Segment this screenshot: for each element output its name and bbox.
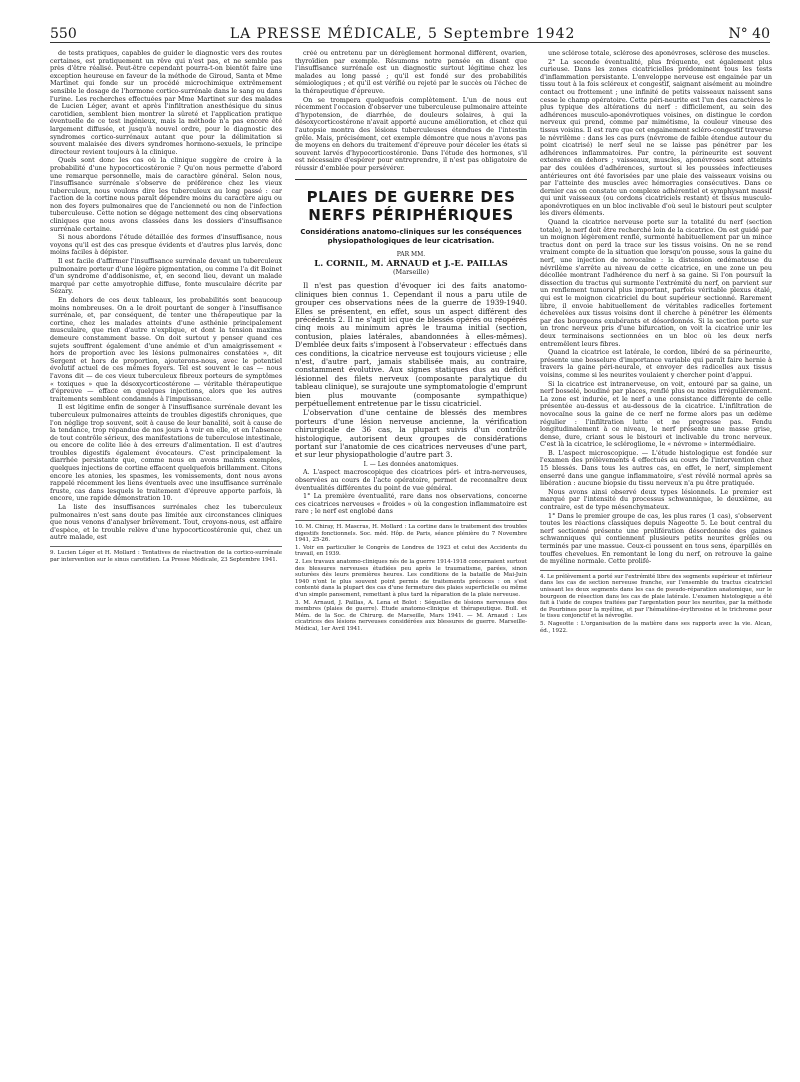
column-3 xyxy=(540,50,772,1072)
column-2-footnotes xyxy=(295,520,527,633)
byline-prefix: PAR MM. xyxy=(396,250,426,258)
page-number: 550 xyxy=(50,26,77,42)
footnote: 10. M. Chiray, H. Mascras, H. Mollard : La cortine dans le traitement des troubles digestifs fonctionnels. Soc. méd. Hôp. de Paris, séance plénière du 7 Novembre 1941, 25-26. xyxy=(295,523,527,544)
paragraph: de tests pratiques, capables de guider le diagnostic vers des routes certaines, est pratiquement un rêve qui n'est pas, et ne semble pas près d'être réalisé. Peut-être cependant pourra-t-on bientôt faire une exception heureuse en faveur de la méthode de Giroud, Santa et Mme Martinet qui fonde sur un procédé microchimique extrêmement sensible le dosage de l'hormone cortico-surrénale dans le sang ou dans l'urine. Les recherches effectuées par Mme Martinet sur des malades de Lucien Léger, avant et après l'infiltration anesthésique du sinus carotidien, semblent bien montrer la sûreté et l'application pratique éventuelle de ce test ingénieux, mais la méthode n'a pas encore été largement diffusée, et jusqu'à nouvel ordre, pour le diagnostic des syndromes cortico-surrénaux autant que pour la délimitation si souvent malaisée des divers syndromes hormono-sexuels, le principe directeur revient toujours à la clinique. xyxy=(50,50,282,156)
paragraph: On se trompera quelquefois complètement. L'un de nous eut récemment l'occasion d'observer une tuberculeuse pulmonaire atteinte d'hypotension, de diarrhée, de douleurs solaires, à qui la désoxycorticostérone n'avait apporté aucune amélioration, et chez qui l'autopsie montra des lésions tuberculeuses étendues de l'intestin grêle. Mais, précisément, cet exemple démontre que nous n'avons pas de moyens en dehors du traitement d'épreuve pour déceler les états si souvent larvés d'hypocorticostéronie. Dans l'étude des hormones, s'il est nécessaire d'espérer pour entreprendre, il n'est pas obligatoire de réussir d'emblée pour persévérer. xyxy=(295,95,527,172)
paragraph: Il est légitime enfin de songer à l'insuffisance surrénale devant les tuberculeux pulmonaires atteints de troubles digestifs chroniques, que l'on néglige trop souvent, soit à cause de leur banalité, soit à cause de la tendance, trop répandue de nos jours à voir en elle, et en l'absence de tout contrôle sérieux, des manifestations de tuberculose intestinale, ou encore de colite liée à des erreurs d'alimentation. Il est d'autres troubles digestifs également évocateurs. C'est principalement la diarrhée persistante que, comme nous en avons maints exemples, quelques injections de cortine effacent quelquefois brillamment. Citons encore les atonies, les spasmes, les vomissements, dont nous avons rappelé récemment les liens éventuels avec une insuffisance surrénale fruste, cas dans lesquels le traitement d'épreuve apporte parfois, là encore, une rapide démonstration 10. xyxy=(50,403,282,503)
paragraph: créé ou entretenu par un dérèglement hormonal différent, ovarien, thyroïdien par exemple. Résumons notre pensée en disant que l'insuffisance surrénale est un diagnostic surtout légitime chez les malades au long passé ; qu'il est fondé sur des probabilités sémiologiques ; et qu'il est vérifié ou rejeté par le succès ou l'échec de la thérapeutique d'épreuve. xyxy=(295,50,527,95)
paragraph: Quand la cicatrice nerveuse porte sur la totalité du nerf (section totale), le nerf doit être recherché loin de la cicatrice. On est guidé par un moignon légèrement renflé, surmonté habituellement par un mince tractus dont on perd la trace sur les tissus voisins. On ne se rend vraiment compte de la situation que lorsqu'on pousse, sous la gaine du nerf, une injection de novocaïne : la distension œdémateuse du névrilème s'arrête au niveau de cette cicatrice, en une zone un peu décollée montrant l'adhérence du nerf à sa gaine. Si l'on poursuit la dissection du tractus qui surmonte l'extrémité du nerf, on parvient sur un renflement tumoral plus important, parfois véritable plexus étalé, qui est le moignon cicatriciel du bout supérieur sectionné. Rarement libre, il envoie habituellement de véritables radicelles fortement échevelées aux tissus voisins dont il cherche à pénétrer les éléments par des bourgeons exubérants et désordonnés. Si la section porte sur un tronc nerveux pris d'une bifurcation, on voit la cicatrice unir les deux terminaisons sectionnées en un bloc où les deux nerfs entremêlent leurs fibres. xyxy=(540,218,772,348)
article-intro xyxy=(295,282,527,460)
paragraph: Il est facile d'affirmer l'insuffisance surrénale devant un tuberculeux pulmonaire porteur d'une légère pigmentation, ou comme l'a dit Boinet d'un syndrome d'addisonisme, et, en second lieu, devant un malade marqué par cette amyotrophie diffuse, fonte musculaire décrite par Sézary. xyxy=(50,257,282,296)
paragraph: 1° La première éventualité, rare dans nos observations, concerne ces cicatrices nerveuses « froides » où la congestion inflammatoire est rare ; le nerf est englobé dans xyxy=(295,492,527,516)
column-2 xyxy=(295,50,527,1072)
paragraph: 2° La seconde éventualité, plus fréquente, est également plus curieuse. Dans les zones cicatricielles prédominent tous les tests d'inflammation persistante. L'enveloppe nerveuse est engainée par un tissu tout à la fois scléreux et congestif, saignant aisément au moindre contact ou frottement ; une infinité de petits vaisseaux naissent sans cesse le champ opératoire. Cette péri-neurite est l'un des caractères le plus typique des altérations du nerf : difficilement, au sein des adhérences musculo-aponévrotiques voisines, on distingue le cordon nerveux qui prend, comme par mimétisme, la couleur vineuse des tissus voisins. Il est rare que cet engainement scléro-congestif traverse le névrilème : dans les cas purs (névrome de faible étendue autour du point cicatrisé) le nerf seul ne se laisse pas pénétrer par les adhérences inflammatoires. Par contre, la périneurite est souvent extensive en dehors ; vaisseaux, muscles, aponévroses sont atteints par des coulées d'adhérences, surtout si les poussées infectieuses antérieures ont été favorisées par une plaie des vaisseaux voisins ou par l'atteinte des muscles avec hémorragies consécutives. Dans ce dernier cas on constate un complexe adhérentiel et symphysant massif qui unit vaisseaux (ou cordons cicatriciels restant) et tissus musculo-aponévrotiques en un bloc inclivable d'où seul le bistouri peut sculpter les divers éléments. xyxy=(540,57,772,218)
paragraph: La liste des insuffisances surrénales chez les tuberculeux pulmonaires n'est sans doute pas limitée aux circonstances cliniques que nous venons d'analyser brièvement. Tout, croyons-nous, est affaire d'espèce, et le trouble relève d'une hypocorticostéronie qui, chez un autre malade, est xyxy=(50,503,282,542)
paragraph: Si nous abordons l'étude détaillée des formes d'insuffisance, nous voyons qu'il est des cas presque évidents et d'autres plus larvés, donc moins faciles à dépister. xyxy=(50,233,282,257)
article-city: (Marseille) xyxy=(393,267,429,276)
paragraph: Nous avons ainsi observé deux types lésionnels. Le premier est marqué par l'intensité du processus schwannique, le deuxième, au contraire, est de type mésenchymateux. xyxy=(540,487,772,512)
article-subtitle: Considérations anatomo-cliniques sur les conséquences physiopathologiques de leur cicatrisation. xyxy=(300,227,522,245)
footnote: 4. Le prélèvement a porté sur l'extrémité libre des segments supérieur et inférieur dans les cas de section nerveuse franche, sur l'ensemble du tractus cicatriciel unissant les deux segments dans les cas de pseudo-réparation anatomique, sur le bourgeon de résection dans les cas de plaie latérale. L'examen histologique a été fait à l'aide de coupes traitées par l'argentation pour les neurites, par la méthode de Pourbines pour la myéline, et par l'hématéine-érythrosine et le trichrome pour le tissu conjonctif et la névroglie. xyxy=(540,573,772,620)
column-1 xyxy=(50,50,282,1072)
paragraph: Si la cicatrice est intranerveuse, on voit, entouré par sa gaine, un nerf bosselé, boudiné par places, renflé plus ou moins irrégulièrement. La zone est indurée, et le nerf a une consistance différente de celle présentée au-dessus et au-dessous de la cicatrice. L'infiltration de novocaïne sous la gaine de ce nerf ne forme alors pas un œdème régulier : l'infiltration lutte et ne progresse pas. Fendu longitudinalement à ce niveau, le nerf présente une masse grise, dense, dure, criant sous le bistouri et inclivable du tronc nerveux. C'est là la cicatrice, le sclérogliome, le « névrome » intermédiaire. xyxy=(540,379,772,449)
paragraph: En dehors de ces deux tableaux, les probabilités sont beaucoup moins nombreuses. On a le droit pourtant de songer à l'insuffisance surrénale, et, par conséquent, de tenter une thérapeutique par la cortine, chez les malades atteints d'une asthénie principalement musculaire, que rien d'autre n'explique, et dont la tension maxima demeure constamment basse. On doit surtout y penser quand ces sujets souffrent également d'une anémie et d'un amaigrissement « hors de proportion avec les lésions pulmonaires constatées », dit Sergent et hors de proportion, ajouterons-nous, avec le potentiel évolutif actuel de ces mêmes foyers. Tel est souvent le cas — nous l'avons dit — de ces vieux tuberculeux fibreux porteurs de symptômes « toxiques » que la désoxycorticostérone — véritable thérapeutique d'épreuve — efface en quelques injections, alors que les autres traitements semblent condamnés à l'impuissance. xyxy=(50,296,282,403)
article-title-block xyxy=(295,179,527,277)
footnote: 2. Les travaux anatomo-cliniques nés de la guerre 1914-1918 concernaient surtout des blessures nerveuses étudiées peu après le traumatisme, parées, sinon suturées dès leurs premières heures. Les conditions de la bataille de Mai-Juin 1940 n'ont le plus souvent point permis de traitements précoces : on s'est contenté dans la plupart des cas d'une fermeture des plaies superficielle ou même d'un simple pansement, remettant à plus tard la réparation de la plaie nerveuse. xyxy=(295,558,527,598)
paragraph: L'observation d'une centaine de blessés des membres porteurs d'une lésion nerveuse ancienne, la vérification chirurgicale de 36 cas, la plupart suivis d'un contrôle histologique, autorisent deux groupes de considérations portant sur l'anatomie de ces cicatrices nerveuses d'une part, et sur leur physiopathologie d'autre part 3. xyxy=(295,408,527,460)
article-section-text xyxy=(295,469,527,516)
paragraph: une sclérose totale, sclérose des aponévroses, sclérose des muscles. xyxy=(548,50,770,57)
column-3-text xyxy=(540,50,772,566)
column-2-continued-text xyxy=(295,50,527,173)
paragraph: B. L'aspect microscopique. — L'étude histologique est fondée sur l'examen des prélèvements 4 effectués au cours de l'intervention chez 15 blessés. Dans tous les autres cas, en effet, le nerf, simplement enserré dans une gangue inflammatoire, s'est révélé normal après sa libération : aucune biopsie du tissu nerveux n'a pu être pratiquée. xyxy=(540,448,772,488)
paragraph: Il n'est pas question d'évoquer ici des faits anatomo-cliniques bien connus 1. Cependant il nous a paru utile de grouper ces observations nées de la guerre de 1939-1940. Elles se présentent, en effet, sous un aspect différent des précédents 2. Il ne s'agit ici que de blessés opérés ou réopérés cinq mois au minimum après le trauma initial (section, contusion, plaies latérales, abandonnées à elles-mêmes). D'emblée deux faits s'imposent à l'observateur : effectués dans ces conditions, la cicatrice nerveuse est toujours vicieuse ; elle n'est, d'autre part, jamais stabilisée mais, au contraire, constamment évolutive. Aux signes statiques dus au déficit lésionnel des filets nerveux (composante paralytique du tableau clinique), se surajoute une symptomatologie d'emprunt bien plus mouvante (composante sympathique) perpétuellement entretenue par le tissu cicatriciel. xyxy=(295,281,527,408)
page-header xyxy=(50,20,770,43)
paragraph: Quels sont donc les cas où la clinique suggère de croire à la probabilité d'une hypocorticostéronie ? Qu'on nous permette d'abord une remarque personnelle, mais de caractère général. Selon nous, l'insuffisance surrénale s'observe de préférence chez les vieux tuberculeux, nous voulons dire les tuberculeux au long passé : car l'action de la cortine nous paraît dépendre moins du caractère aigu ou non des foyers pulmonaires que de l'ancienneté ou non de l'infection tuberculeuse. Cette notion se dégage nettement des cinq observations cliniques que nous avons classées dans les dossiers d'insuffisance surrénale certaine. xyxy=(50,156,282,233)
section-heading: I. — Les données anatomiques. xyxy=(363,460,459,468)
column-1-footnotes xyxy=(50,546,282,563)
journal-title: LA PRESSE MÉDICALE, 5 Septembre 1942 xyxy=(229,26,576,42)
footnote: 9. Lucien Léger et H. Mollard : Tentatives de réactivation de la cortico-surrénale par intervention sur le sinus carotidien. La Presse Médicale, 23 Septembre 1941. xyxy=(50,550,282,563)
footnote: 5. Nageotte : L'organisation de la matière dans ses rapports avec la vie. Alcan, éd., 1922. xyxy=(540,620,772,634)
columns xyxy=(50,50,772,1072)
column-1-text xyxy=(50,50,282,542)
issue-number: N° 40 xyxy=(728,26,770,42)
paragraph: Quand la cicatrice est latérale, le cordon, libéré de sa périneurite, présente une bosselure d'importance variable qui paraît faire hernie à travers la gaine péri-neurale, et envoyer des radicelles aux tissus voisins, comme si les neurites voulaient y chercher point d'appui. xyxy=(540,348,772,379)
column-3-footnotes xyxy=(540,570,772,634)
footnote: 1. Voir en particulier le Congrès de Londres de 1923 et celui des Accidents du travail, en 1939. xyxy=(295,544,527,558)
paragraph: 1° Dans le premier groupe de cas, les plus rares (1 cas), s'observent toutes les réactions classiques depuis Nageotte 5. Le bout central du nerf sectionné présente une prolifération désordonnée des gaines schwanniques qui contiennent plusieurs petits neurites grêles ou terminés par une massue. Ceux-ci poussent en tous sens, éparpillés en touffes chevelues. En remontant le long du nerf, on retrouve la gaine de myéline normale. Cette prolifé- xyxy=(540,511,772,566)
article-title: PLAIES DE GUERRE DES NERFS PÉRIPHÉRIQUES xyxy=(306,187,516,224)
paragraph: A. L'aspect macroscopique des cicatrices péri- et intra-nerveuses, observées au cours de l'acte opératoire, permet de reconnaître deux éventualités différentes du point de vue général. xyxy=(295,468,527,492)
article-authors: L. CORNIL, M. ARNAUD et J.-E. PAILLAS xyxy=(314,259,508,270)
footnote: 3. M. Arnaud, J. Paillas, A. Lena et Bolot : Séquelles de lésions nerveuses des membres (plaies de guerre). Etude anatomo-clinique et thérapeutique. Bull. et Mém. de la Soc. de Chirurg. de Marseille, Mars 1941. — M. Arnaud : Les cicatrices des lésions nerveuses considérées aux blessures de guerre. Marseille-Médical, 1er Avril 1941. xyxy=(295,599,527,632)
